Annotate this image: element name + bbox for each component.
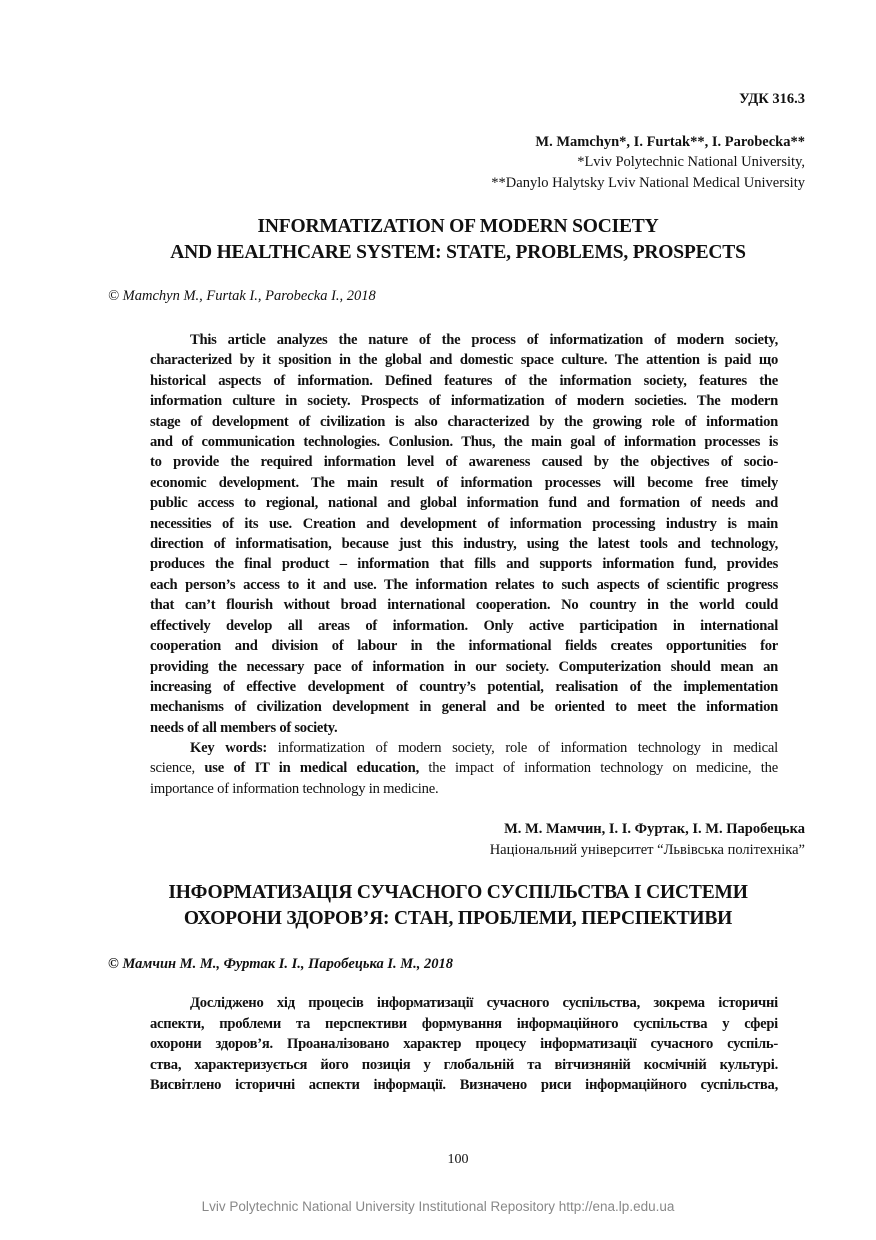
- abstract-line: Висвітлено історичні аспекти інформації. Визначено риси інформаційного суспільства,: [150, 1077, 778, 1094]
- copyright-uk: © Мамчин М. М., Фуртак І. І., Паробецька І. М., 2018: [108, 956, 454, 972]
- abstract-line: historical aspects of information. Defined features of the information society, features the: [150, 372, 778, 389]
- keywords-label: Key words:: [190, 740, 268, 756]
- abstract-en: [150, 330, 778, 738]
- abstract-line: охорони здоров’я. Проаналізовано характер процесу інформатизації сучасного суспіль-: [150, 1036, 778, 1053]
- title-uk-line: ІНФОРМАТИЗАЦІЯ СУЧАСНОГО СУСПІЛЬСТВА І СИСТЕМИ: [168, 882, 748, 903]
- abstract-line: produces the final product – information that fills and supports information fund, provides: [150, 556, 778, 573]
- abstract-line: necessities of its use. Creation and development of information processing industry is main: [150, 515, 778, 532]
- affiliation-uk: Національний університет “Львівська політехніка”: [489, 842, 805, 858]
- title-uk: [0, 880, 876, 932]
- udc-code: УДК 316.3: [739, 91, 805, 107]
- abstract-line: mechanisms of civilization development in general and be oriented to meet the information: [150, 699, 778, 716]
- abstract-line: information culture in society. Prospects of informatization of modern societies. The modern: [150, 393, 778, 410]
- abstract-line: effectively develop all areas of information. Only active participation in international: [150, 617, 778, 634]
- keywords-text: the impact of information technology on medicine, the: [419, 760, 778, 777]
- page-number: 100: [447, 1152, 469, 1167]
- keywords-bold-text: use of IT in medical education,: [204, 760, 420, 777]
- affiliation-en-1: *Lviv Polytechnic National University,: [577, 154, 805, 170]
- abstract-line: to provide the required information level of awareness caused by the objectives of socio-: [150, 454, 778, 471]
- abstract-line: public access to regional, national and global information fund and formation of needs and: [150, 495, 778, 512]
- keywords-en: [150, 738, 778, 799]
- repository-footer: Lviv Polytechnic National University Institutional Repository http://ena.lp.edu.ua: [201, 1199, 675, 1214]
- abstract-line: аспекти, проблеми та перспективи формування інформаційного суспільства у сфері: [150, 1015, 778, 1032]
- keywords-text: importance of information technology in medicine.: [150, 780, 439, 797]
- abstract-line: direction of informatisation, because just this industry, using the latest tools and technology,: [150, 536, 778, 553]
- abstract-line: economic development. The main result of information processes will become free timely: [150, 474, 778, 491]
- title-en-line: AND HEALTHCARE SYSTEM: STATE, PROBLEMS, PROSPECTS: [170, 242, 746, 263]
- abstract-line: characterized by it sposition in the global and domestic space culture. The attention is paid що: [150, 352, 778, 369]
- abstract-line: increasing of effective development of country’s potential, realisation of the implementation: [150, 678, 778, 695]
- abstract-line: cooperation and division of labour in the informational fields creates opportunities for: [150, 638, 778, 655]
- abstract-line: stage of development of civilization is also characterized by the growing role of information: [150, 413, 778, 430]
- authors-uk: М. М. Мамчин, І. І. Фуртак, І. М. Паробецька: [504, 821, 805, 837]
- keywords-text: science,: [150, 760, 205, 777]
- abstract-uk: [150, 993, 778, 1096]
- affiliation-en-2: **Danylo Halytsky Lviv National Medical University: [491, 175, 805, 191]
- authors-en: M. Mamchyn*, I. Furtak**, I. Parobecka**: [535, 134, 805, 150]
- abstract-line: and of communication technologies. Conlusion. Thus, the main goal of information processes is: [150, 434, 778, 451]
- abstract-line: providing the necessary pace of information in our society. Computerization should mean an: [150, 658, 778, 675]
- abstract-line: each person’s access to it and use. The information relates to such aspects of scientific progress: [150, 576, 778, 593]
- abstract-line: ства, характеризується його позиція у глобальній та вітчизняній космічній культурі.: [150, 1056, 778, 1073]
- copyright-en: © Mamchyn M., Furtak I., Parobecka I., 2018: [108, 288, 376, 304]
- keywords-text: informatization of modern society, role of information technology in medical: [267, 740, 778, 756]
- title-uk-line: ОХОРОНИ ЗДОРОВ’Я: СТАН, ПРОБЛЕМИ, ПЕРСПЕКТИВИ: [183, 908, 733, 929]
- abstract-line: This article analyzes the nature of the process of informatization of modern society,: [190, 332, 778, 348]
- title-en-line: INFORMATIZATION OF MODERN SOCIETY: [257, 216, 659, 237]
- title-en: [0, 214, 876, 266]
- abstract-line: that can’t flourish without broad international cooperation. No country in the world could: [150, 597, 778, 614]
- abstract-line: Досліджено хід процесів інформатизації сучасного суспільства, зокрема історичні: [190, 995, 778, 1011]
- abstract-line: needs of all members of society.: [150, 719, 338, 736]
